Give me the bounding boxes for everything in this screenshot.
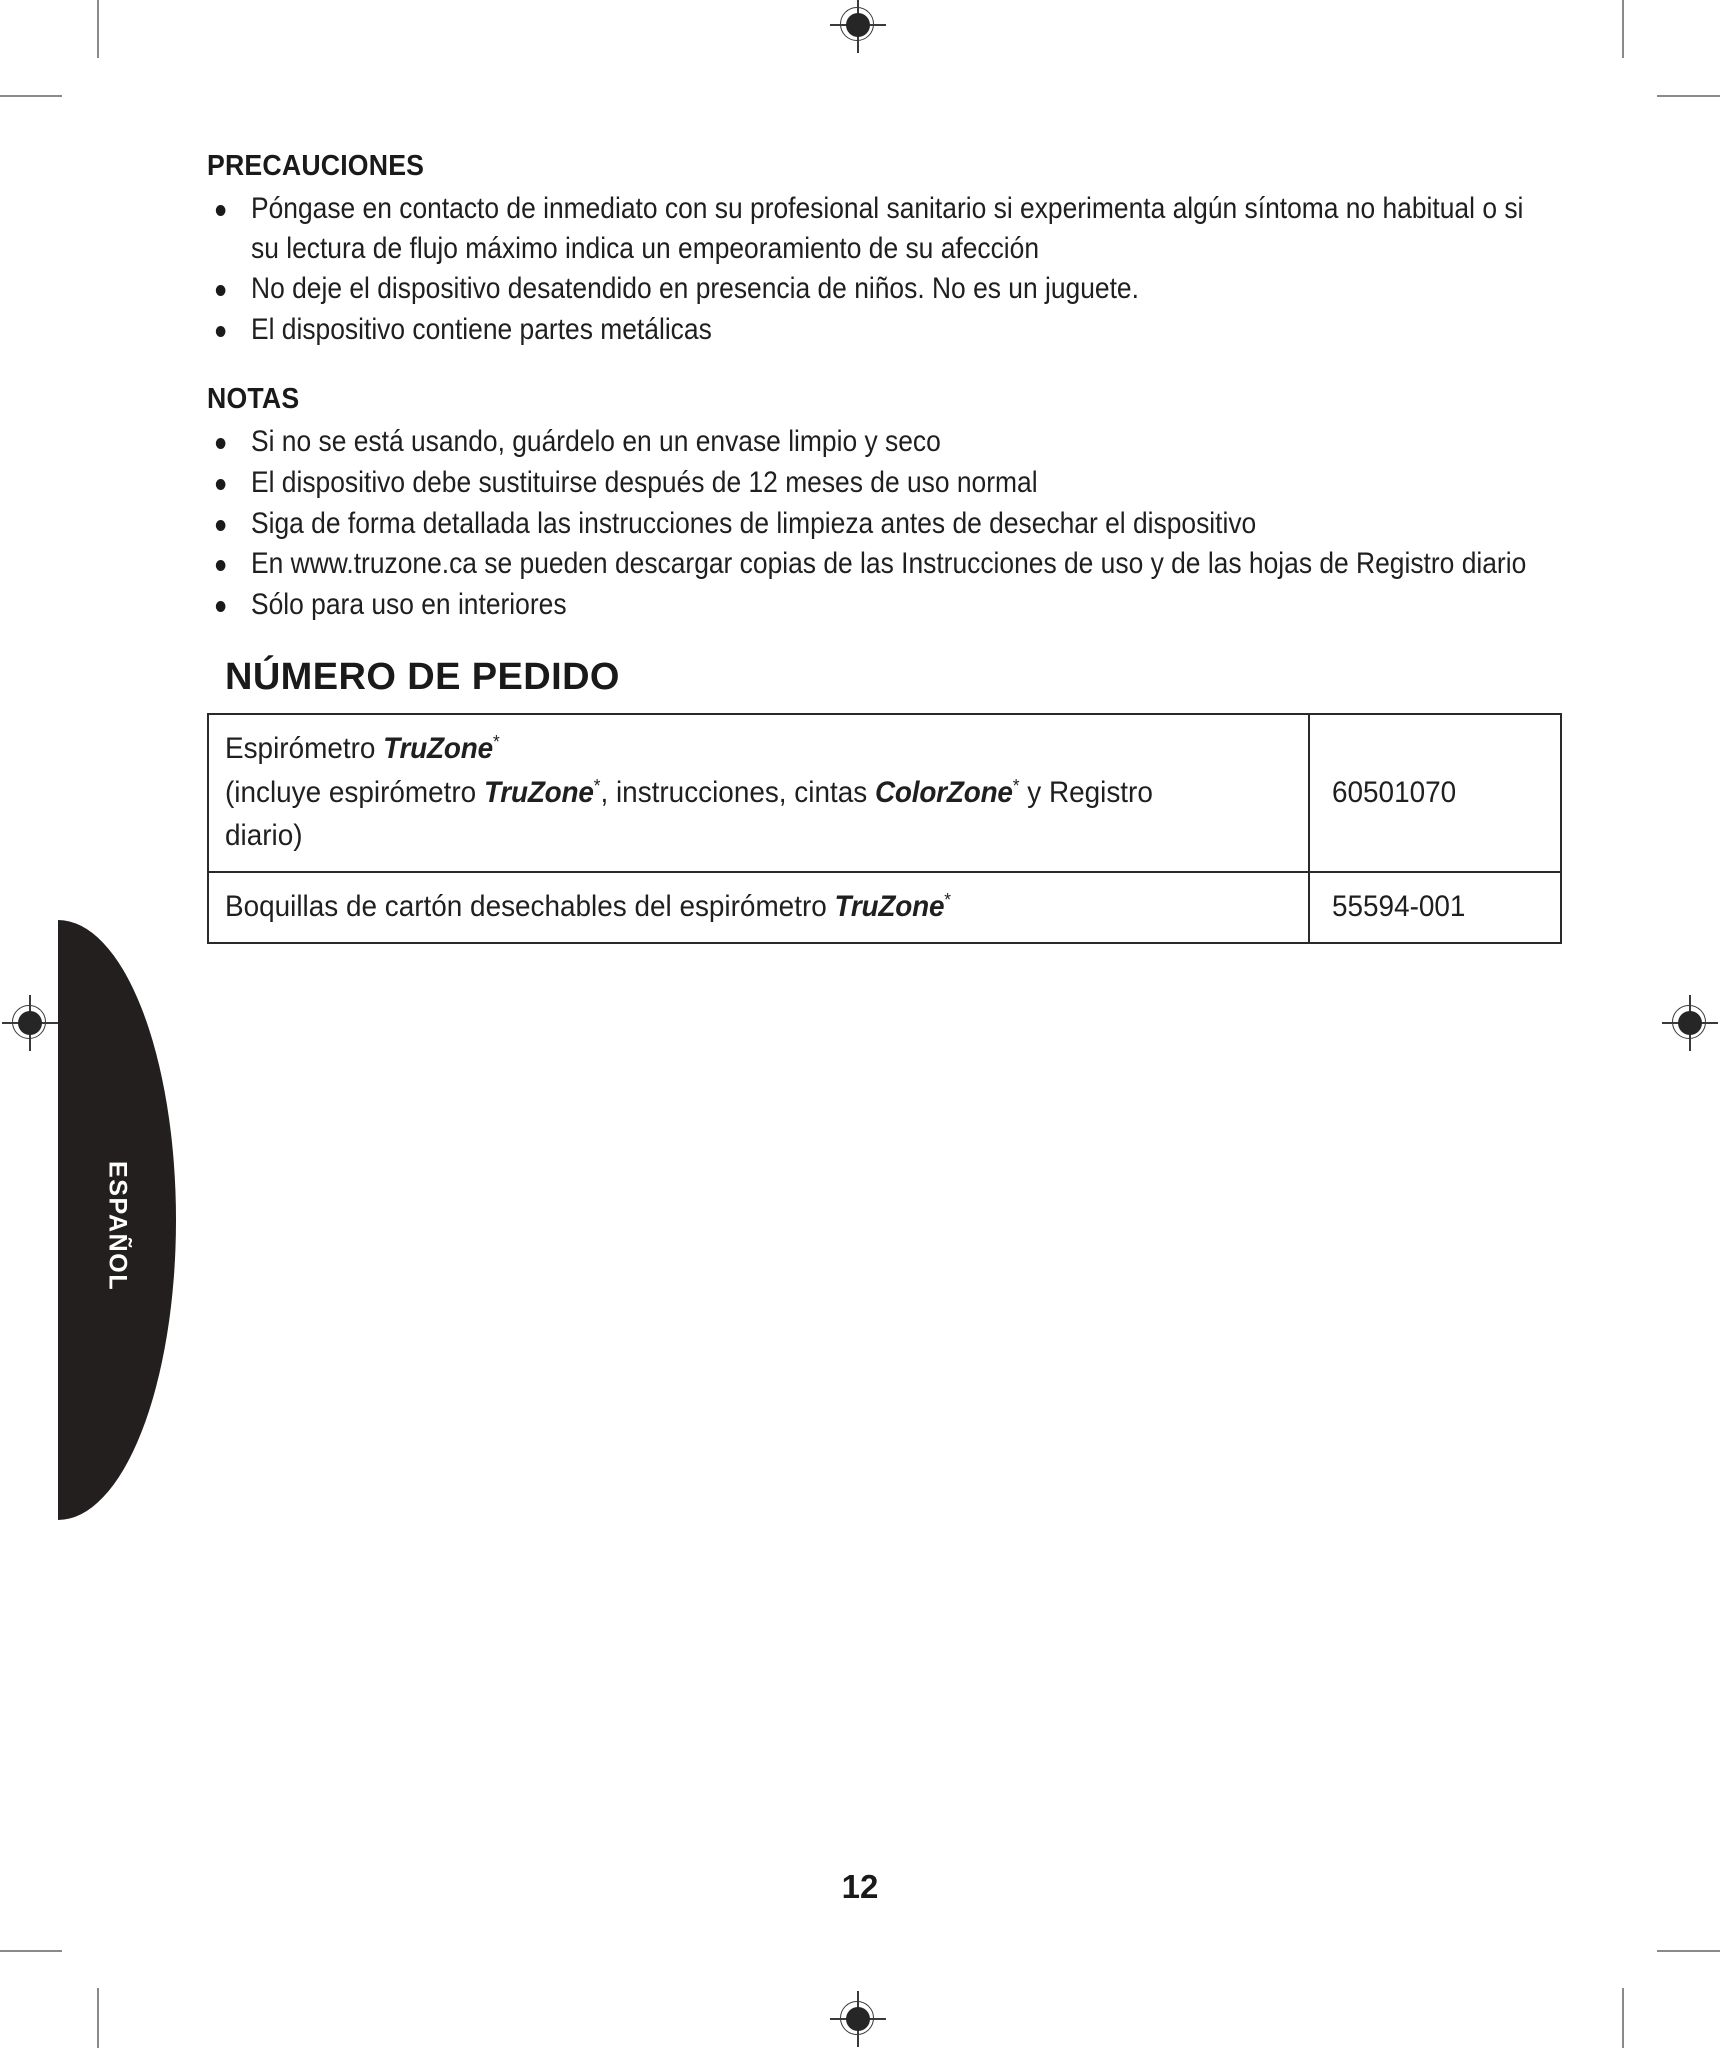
list-item: El dispositivo debe sustituirse después de 12 meses de uso normal xyxy=(207,463,1544,503)
list-item: No deje el dispositivo desatendido en presencia de niños. No es un juguete. xyxy=(207,269,1544,309)
brand-truzone: TruZone xyxy=(383,732,493,766)
asterisk-mark: * xyxy=(593,774,601,796)
registration-mark-left xyxy=(2,995,58,1051)
page-number: 12 xyxy=(841,1868,879,1905)
crop-mark-top-left-vertical xyxy=(97,0,99,58)
list-item: Sólo para uso en interiores xyxy=(207,585,1544,625)
order-desc-text: (incluye espirómetro xyxy=(225,775,484,809)
list-item: Siga de forma detallada las instrucciones de limpieza antes de desechar el dispositivo xyxy=(207,504,1544,544)
notes-list xyxy=(207,422,1527,624)
order-description-line-2 xyxy=(225,771,1219,857)
language-tab-label: ESPAÑOL xyxy=(103,1161,132,1292)
order-description-cell xyxy=(208,872,1309,943)
asterisk-mark: * xyxy=(1012,774,1020,796)
crop-mark-bottom-right-vertical xyxy=(1622,1988,1624,2048)
crop-mark-bottom-left-horizontal xyxy=(0,1950,62,1952)
order-description-line-1 xyxy=(225,885,1219,928)
list-item: Póngase en contacto de inmediato con su profesional sanitario si experimenta algún síntoma no habitual o si su lectura de flujo máximo indica un empeoramiento de su afección xyxy=(207,189,1544,268)
order-sku-cell xyxy=(1309,714,1561,872)
brand-colorzone: ColorZone xyxy=(874,775,1013,809)
crop-mark-bottom-left-vertical xyxy=(97,1988,99,2048)
order-sku-value: 55594-001 xyxy=(1332,889,1466,923)
language-tab-espanol xyxy=(58,920,176,1520)
order-number-table xyxy=(207,713,1562,944)
registration-dot xyxy=(846,2007,870,2031)
precautions-heading: PRECAUCIONES xyxy=(207,150,425,182)
table-row xyxy=(208,872,1561,943)
registration-dot xyxy=(18,1011,42,1035)
precautions-list xyxy=(207,189,1524,349)
asterisk-mark: * xyxy=(492,731,500,753)
registration-mark-top xyxy=(830,0,886,53)
order-desc-text: Boquillas de cartón desechables del espirómetro xyxy=(225,889,835,923)
order-number-heading: NÚMERO DE PEDIDO xyxy=(225,656,620,699)
crop-mark-top-right-vertical xyxy=(1622,0,1624,58)
list-item: El dispositivo contiene partes metálicas xyxy=(207,310,1544,350)
asterisk-mark: * xyxy=(944,888,952,910)
brand-truzone: TruZone xyxy=(483,775,594,809)
registration-dot xyxy=(1678,1011,1702,1035)
registration-mark-bottom xyxy=(830,1991,886,2047)
order-description-line-1 xyxy=(225,727,1219,770)
brand-truzone: TruZone xyxy=(834,889,945,923)
notes-heading: NOTAS xyxy=(207,383,300,416)
list-item: En www.truzone.ca se pueden descargar copias de las Instrucciones de uso y de las hojas de Registro diario xyxy=(207,544,1544,584)
list-item: Si no se está usando, guárdelo en un envase limpio y seco xyxy=(207,422,1544,462)
order-desc-text: Espirómetro xyxy=(225,732,384,766)
table-row xyxy=(208,714,1561,872)
registration-dot xyxy=(846,13,870,37)
registration-mark-right xyxy=(1662,995,1718,1051)
crop-mark-top-left-horizontal xyxy=(0,95,62,97)
crop-mark-top-right-horizontal xyxy=(1657,95,1720,97)
crop-mark-bottom-right-horizontal xyxy=(1657,1950,1720,1952)
order-desc-text: y Registro diario) xyxy=(225,775,1153,852)
order-sku-cell xyxy=(1309,872,1561,943)
page-content xyxy=(207,150,1527,944)
order-desc-text: , instrucciones, cintas xyxy=(600,775,875,809)
order-description-cell xyxy=(208,714,1309,872)
order-sku-value: 60501070 xyxy=(1332,775,1457,809)
